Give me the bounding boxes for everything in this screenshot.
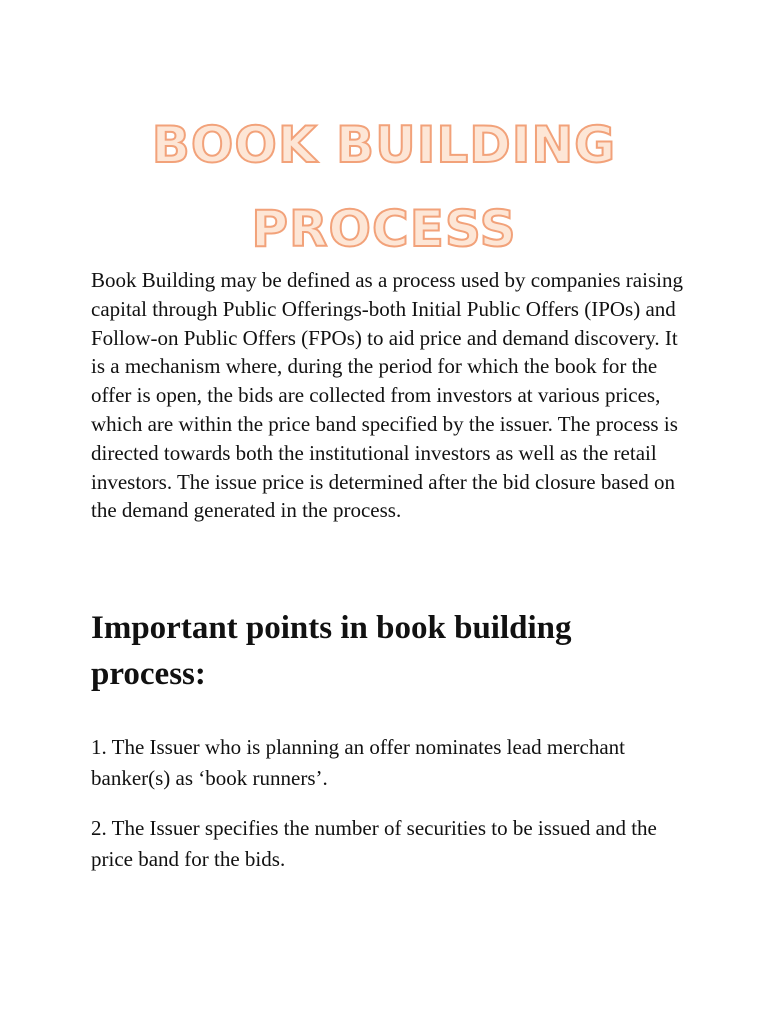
point-item-1: 1. The Issuer who is planning an offer nominates lead merchant banker(s) as ‘book runners’. — [91, 735, 625, 790]
point-item-2: 2. The Issuer specifies the number of securities to be issued and the price band for the bids. — [91, 816, 657, 871]
intro-paragraph: Book Building may be defined as a process used by companies raising capital through Public Offerings-both Initial Public Offers (IPOs) and Follow-on Public Offers (FPOs) to aid price and demand discovery. It is a mechanism where, during the period for which the book for the offer is open, the bids are collected from investors at various prices, which are within the price band specified by the issuer. The process is directed towards both the institutional investors as well as the retail investors. The issue price is determined after the bid closure based on the demand generated in the process. — [91, 268, 683, 523]
document-title — [0, 103, 768, 271]
title-line-2: PROCESS — [251, 200, 517, 258]
title-line-1: BOOK BUILDING — [151, 116, 617, 174]
section-heading: Important points in book building process: — [91, 610, 572, 692]
